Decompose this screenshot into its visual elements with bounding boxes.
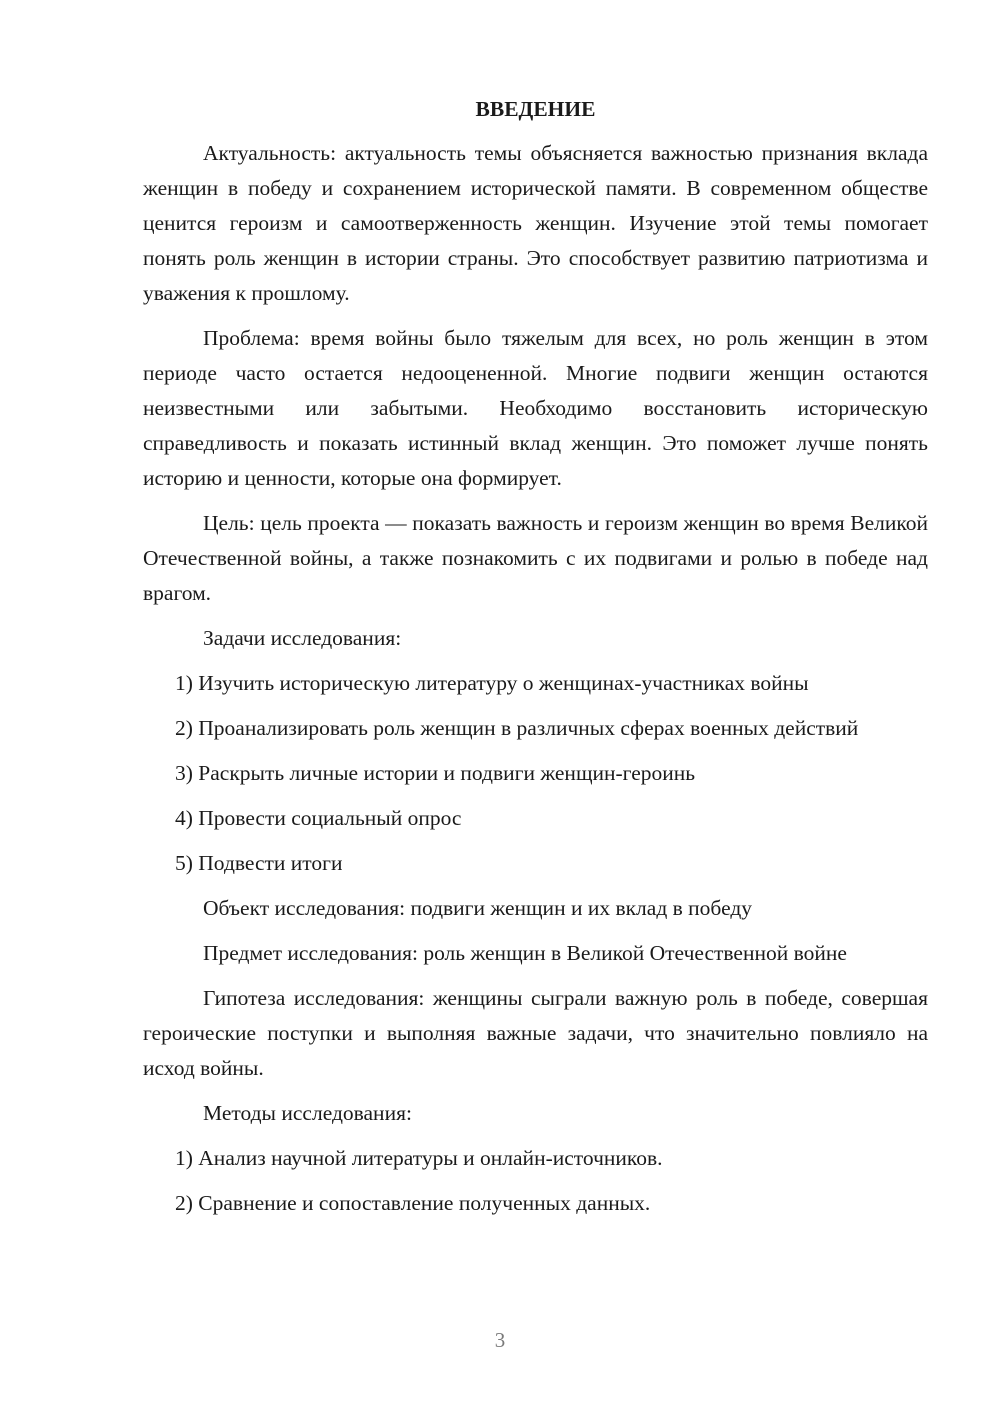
task-item: 4) Провести социальный опрос bbox=[175, 806, 462, 830]
problem-paragraph: Проблема: время войны было тяжелым для всех, но роль женщин в этом периоде часто остается недооцененной. Многие подвиги женщин остаются неизвестными или забытыми. Необходимо восстановить историческую справедливость и показать истинный вклад женщин. Это поможет лучше понять историю и ценности, которые она формирует. bbox=[143, 326, 928, 490]
methods-heading: Методы исследования: bbox=[203, 1101, 412, 1125]
page-number: 3 bbox=[494, 1328, 506, 1352]
document-page bbox=[143, 92, 928, 1231]
goal-paragraph: Цель: цель проекта — показать важность и героизм женщин во время Великой Отечественной войны, а также познакомить с их подвигами и ролью в победе над врагом. bbox=[143, 511, 928, 605]
section-title: ВВЕДЕНИЕ bbox=[475, 97, 596, 121]
method-item: 1) Анализ научной литературы и онлайн-источников. bbox=[175, 1146, 663, 1170]
subject-paragraph: Предмет исследования: роль женщин в Великой Отечественной войне bbox=[203, 941, 847, 965]
hypothesis-paragraph: Гипотеза исследования: женщины сыграли важную роль в победе, совершая героические поступки и выполняя важные задачи, что значительно повлияло на исход войны. bbox=[143, 986, 928, 1080]
tasks-heading: Задачи исследования: bbox=[203, 626, 402, 650]
task-item: 3) Раскрыть личные истории и подвиги женщин-героинь bbox=[175, 761, 696, 785]
object-paragraph: Объект исследования: подвиги женщин и их вклад в победу bbox=[203, 896, 753, 920]
task-item: 1) Изучить историческую литературу о женщинах-участниках войны bbox=[175, 671, 809, 695]
method-item: 2) Сравнение и сопоставление полученных данных. bbox=[175, 1191, 651, 1215]
task-item: 5) Подвести итоги bbox=[175, 851, 343, 875]
task-item: 2) Проанализировать роль женщин в различных сферах военных действий bbox=[175, 716, 859, 740]
relevance-paragraph: Актуальность: актуальность темы объясняется важностью признания вклада женщин в победу и сохранением исторической памяти. В современном обществе ценится героизм и самоотверженность женщин. Изучение этой темы помогает понять роль женщин в истории страны. Это способствует развитию патриотизма и уважения к прошлому. bbox=[143, 141, 928, 305]
